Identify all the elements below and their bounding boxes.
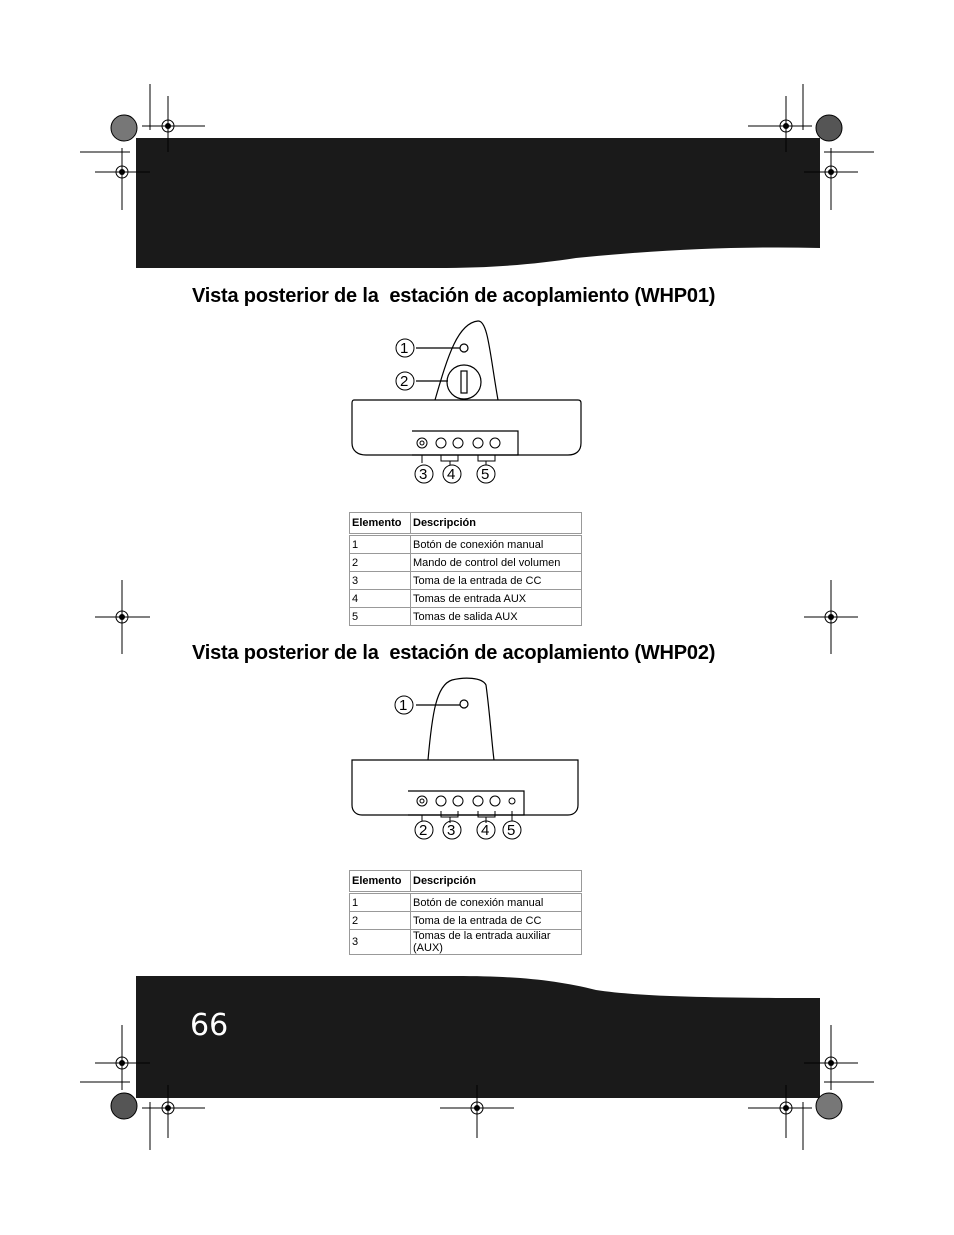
cell-element: 2 bbox=[350, 554, 411, 572]
header-band bbox=[136, 138, 820, 270]
callout-5: 5 bbox=[481, 466, 490, 483]
table-row bbox=[350, 554, 582, 572]
callout-3: 3 bbox=[419, 466, 428, 483]
col-header-description: Descripción bbox=[411, 871, 582, 893]
callout-4: 4 bbox=[481, 822, 490, 839]
page-number: 66 bbox=[190, 1008, 229, 1043]
cell-description: Botón de conexión manual bbox=[411, 535, 582, 554]
cell-description: Toma de la entrada de CC bbox=[411, 572, 582, 590]
cell-element: 1 bbox=[350, 535, 411, 554]
cell-element: 1 bbox=[350, 893, 411, 912]
col-header-element: Elemento bbox=[350, 513, 411, 535]
callout-1: 1 bbox=[400, 340, 409, 357]
callout-4: 4 bbox=[447, 466, 456, 483]
cell-element: 3 bbox=[350, 930, 411, 955]
table-row bbox=[350, 590, 582, 608]
table-row bbox=[350, 572, 582, 590]
callout-2: 2 bbox=[400, 373, 409, 390]
footer-band bbox=[136, 976, 820, 1098]
cell-element: 5 bbox=[350, 608, 411, 626]
table-row bbox=[350, 930, 582, 955]
section-title-whp02: Vista posterior de la estación de acoplamiento (WHP02) bbox=[192, 642, 716, 664]
col-header-element: Elemento bbox=[350, 871, 411, 893]
cell-element: 3 bbox=[350, 572, 411, 590]
callout-2: 2 bbox=[419, 822, 428, 839]
cell-description: Tomas de entrada AUX bbox=[411, 590, 582, 608]
diagram-whp02 bbox=[340, 675, 590, 850]
cell-description: Toma de la entrada de CC bbox=[411, 912, 582, 930]
diagram-whp01 bbox=[340, 315, 590, 490]
section-title-whp01: Vista posterior de la estación de acoplamiento (WHP01) bbox=[192, 285, 716, 307]
cell-description: Tomas de la entrada auxiliar (AUX) bbox=[411, 930, 582, 955]
table-row bbox=[350, 912, 582, 930]
table-row bbox=[350, 893, 582, 912]
table-row bbox=[350, 535, 582, 554]
callout-1: 1 bbox=[399, 697, 408, 714]
callout-5: 5 bbox=[507, 822, 516, 839]
cell-element: 4 bbox=[350, 590, 411, 608]
cell-element: 2 bbox=[350, 912, 411, 930]
cell-description: Tomas de salida AUX bbox=[411, 608, 582, 626]
cell-description: Mando de control del volumen bbox=[411, 554, 582, 572]
table-row bbox=[350, 608, 582, 626]
spec-table-whp01 bbox=[349, 512, 582, 626]
spec-table-whp02 bbox=[349, 870, 582, 955]
callout-3: 3 bbox=[447, 822, 456, 839]
col-header-description: Descripción bbox=[411, 513, 582, 535]
cell-description: Botón de conexión manual bbox=[411, 893, 582, 912]
